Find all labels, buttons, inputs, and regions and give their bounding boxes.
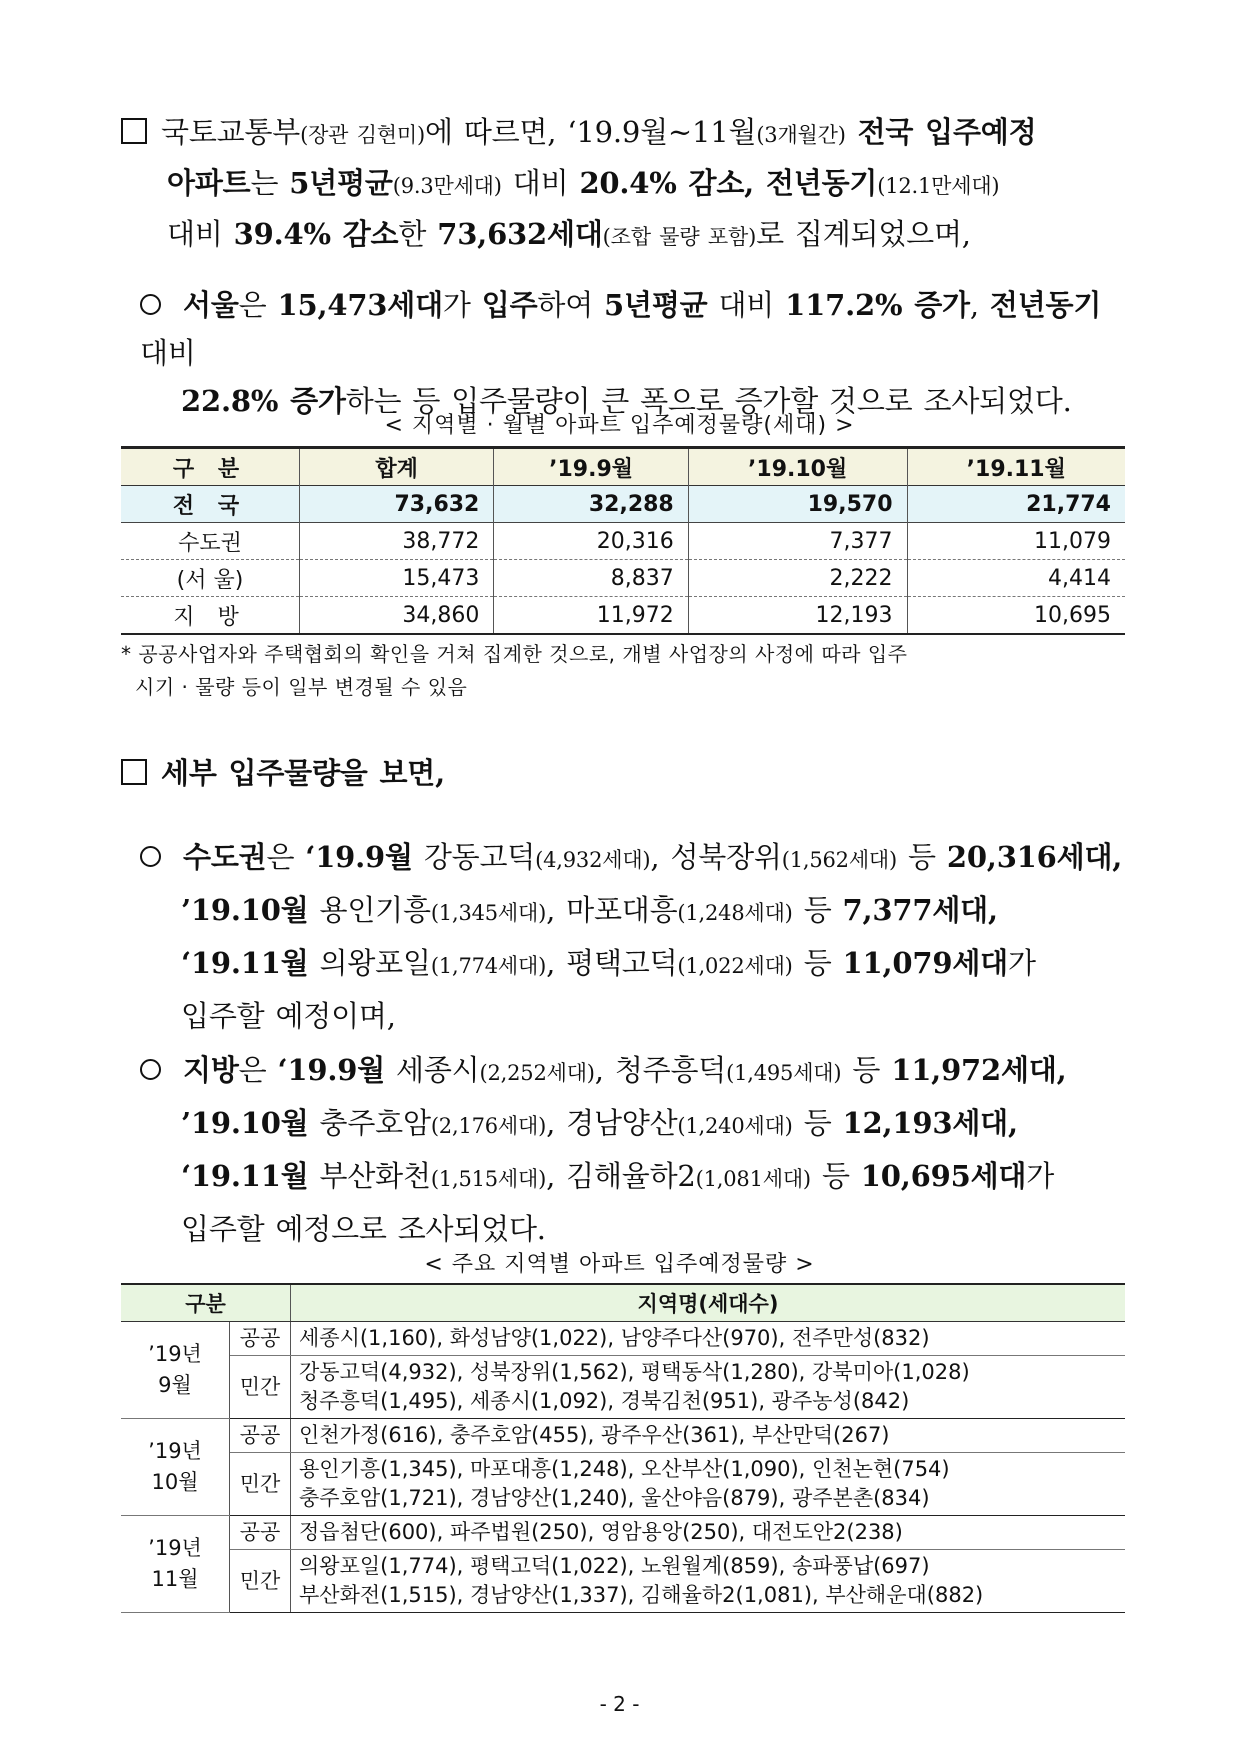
monthly-regional-table (121, 446, 1125, 635)
header-category: 구분 (121, 1284, 291, 1322)
table-row: 민간 강동고덕(4,932), 성북장위(1,562), 평택동삭(1,280), 강북미아(1,028) 청주흥덕(1,495), 세종시(1,092), 경북김천(951), 광주농성(842) (121, 1356, 1125, 1419)
table-row: 지 방 34,860 11,972 12,193 10,695 (121, 597, 1125, 635)
period-cell: ’19년 11월 (121, 1516, 230, 1613)
square-bullet-icon (121, 759, 147, 785)
table-header-row (121, 1284, 1125, 1322)
table-row: 수도권 38,772 20,316 7,377 11,079 (121, 523, 1125, 560)
circle-bullet-icon (140, 1059, 161, 1080)
capital-line-2: ’19.10월 용인기흥(1,345세대), 마포대흥(1,248세대) 등 7,377세대, (181, 893, 998, 927)
circle-bullet-icon (140, 294, 161, 315)
paragraph-overview (121, 108, 1131, 261)
capital-line-4: 입주할 예정이며, (181, 999, 396, 1033)
period-cell: ’19년 10월 (121, 1419, 230, 1516)
square-bullet-icon (121, 118, 147, 144)
table-row: ’19년 9월 공공 세종시(1,160), 화성남양(1,022), 남양주다산(970), 전주만성(832) (121, 1322, 1125, 1356)
table1-caption: < 지역별 · 월별 아파트 입주예정물량(세대) > (384, 413, 855, 438)
page-number: - 2 - (599, 1692, 640, 1716)
paragraph-capital-area (140, 832, 1130, 1041)
header-oct: ’19.10월 (688, 448, 907, 486)
seoul-line-2: 22.8% 증가하는 등 입주물량이 큰 폭으로 증가할 것으로 조사되었다. (181, 384, 1072, 418)
table-row: ’19년 11월 공공 정읍첨단(600), 파주법원(250), 영암용앙(250), 대전도안2(238) (121, 1516, 1125, 1550)
table-row: 전 국 73,632 32,288 19,570 21,774 (121, 486, 1125, 523)
overview-line-2: 아파트는 5년평균(9.3만세대) 대비 20.4% 감소, 전년동기(12.1만세대) (167, 166, 1000, 200)
capital-line-3: ‘19.11월 의왕포일(1,774세대), 평택고덕(1,022세대) 등 11,079세대가 (181, 946, 1036, 980)
seoul-line-1: 서울은 15,473세대가 입주하여 5년평균 대비 117.2% 증가, 전년동기 대비 (140, 288, 1102, 370)
provinces-line-1: 지방은 ‘19.9월 세종시(2,252세대), 청주흥덕(1,495세대) 등 11,972세대, (140, 1045, 1130, 1098)
table-row: 민간 용인기흥(1,345), 마포대흥(1,248), 오산부산(1,090), 인천논현(754) 충주호암(1,721), 경남양산(1,240), 울산야음(879), 광주본촌(834) (121, 1453, 1125, 1516)
paragraph-provinces (140, 1045, 1130, 1254)
table-header-row (121, 448, 1125, 486)
period-cell: ’19년 9월 (121, 1322, 230, 1419)
paragraph-seoul (140, 281, 1130, 425)
major-regions-table (121, 1283, 1125, 1613)
provinces-line-2: ’19.10월 충주호암(2,176세대), 경남양산(1,240세대) 등 12,193세대, (181, 1106, 1018, 1140)
header-nov: ’19.11월 (907, 448, 1125, 486)
header-total: 합계 (300, 448, 494, 486)
table1-footnote: * 공공사업자와 주택협회의 확인을 거쳐 집계한 것으로, 개별 사업장의 사정에 따라 입주 시기 · 물량 등이 일부 변경될 수 있음 (121, 642, 908, 699)
table-row: ’19년 10월 공공 인천가정(616), 충주호암(455), 광주우산(361), 부산만덕(267) (121, 1419, 1125, 1453)
table-row: 민간 의왕포일(1,774), 평택고덕(1,022), 노원월계(859), 송파풍납(697) 부산화전(1,515), 경남양산(1,337), 김해율하2(1,081), 부산해운대(882) (121, 1550, 1125, 1613)
capital-line-1: 수도권은 ‘19.9월 강동고덕(4,932세대), 성북장위(1,562세대) 등 20,316세대, (140, 832, 1130, 885)
table2-caption: < 주요 지역별 아파트 입주예정물량 > (424, 1252, 815, 1277)
overview-line-1: 국토교통부(장관 김현미)에 따르면, ‘19.9월~11월(3개월간) 전국 입주예정 (121, 108, 1131, 159)
overview-line-3: 대비 39.4% 감소한 73,632세대(조합 물량 포함)로 집계되었으며, (167, 217, 971, 251)
header-category: 구 분 (172, 456, 248, 482)
table-row: (서 울) 15,473 8,837 2,222 4,414 (121, 560, 1125, 597)
circle-bullet-icon (140, 846, 161, 867)
paragraph-detail-heading: 세부 입주물량을 보면, (121, 749, 445, 797)
header-regions: 지역명(세대수) (291, 1284, 1126, 1322)
header-sep: ’19.9월 (494, 448, 688, 486)
provinces-line-4: 입주할 예정으로 조사되었다. (181, 1212, 546, 1246)
provinces-line-3: ‘19.11월 부산화천(1,515세대), 김해율하2(1,081세대) 등 10,695세대가 (181, 1159, 1055, 1193)
